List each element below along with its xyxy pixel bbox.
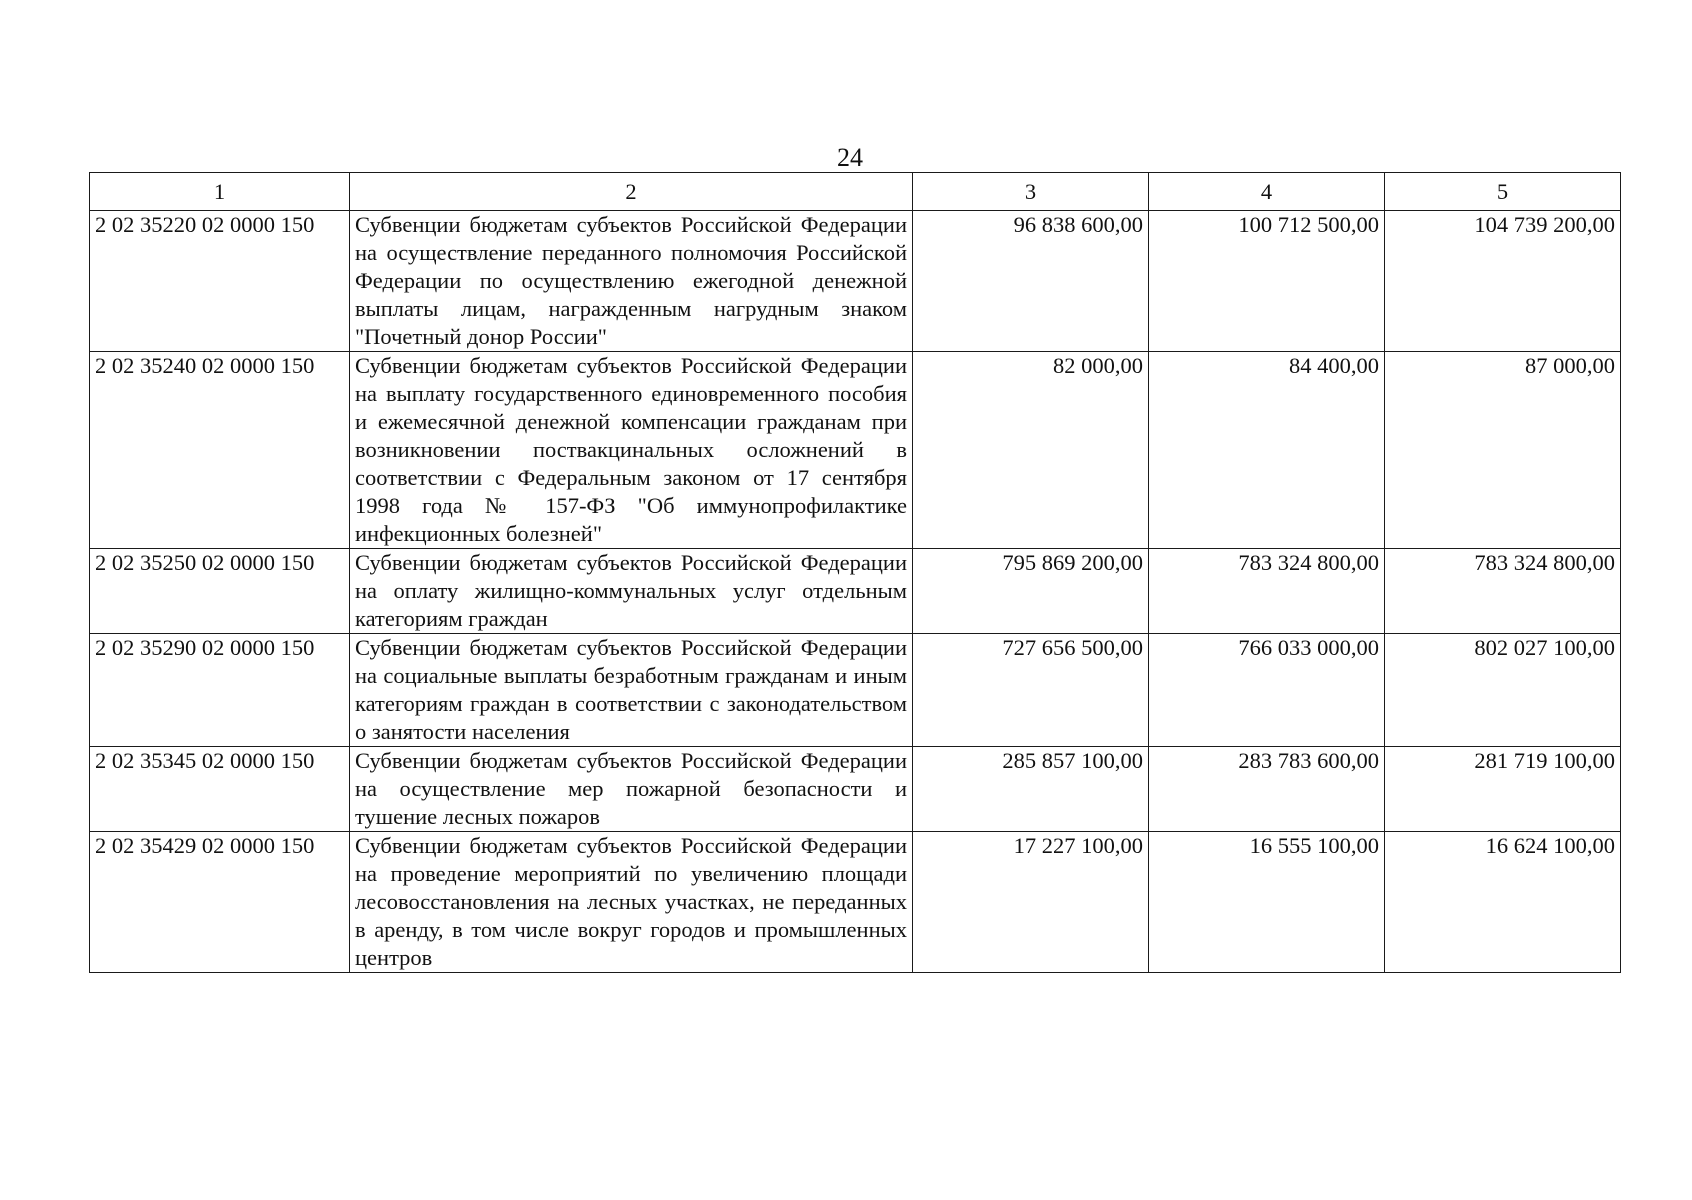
- amount-col5-cell: 281 719 100,00: [1385, 747, 1621, 832]
- column-header-2: 2: [350, 173, 913, 211]
- amount-col3-cell: 285 857 100,00: [913, 747, 1149, 832]
- description-cell: Субвенции бюджетам субъектов Российской Федерации на социальные выплаты безработным гражданам и иным категориям граждан в соответствии с законодательством о занятости населения: [350, 634, 913, 747]
- amount-col3-cell: 96 838 600,00: [913, 211, 1149, 352]
- budget-code-cell: 2 02 35220 02 0000 150: [90, 211, 350, 352]
- amount-col5-cell: 783 324 800,00: [1385, 549, 1621, 634]
- column-header-5: 5: [1385, 173, 1621, 211]
- amount-col3-cell: 795 869 200,00: [913, 549, 1149, 634]
- table-row: [90, 634, 1621, 747]
- amount-col3-cell: 82 000,00: [913, 352, 1149, 549]
- amount-col4-cell: 84 400,00: [1149, 352, 1385, 549]
- table-row: [90, 747, 1621, 832]
- column-header-1: 1: [90, 173, 350, 211]
- amount-col4-cell: 16 555 100,00: [1149, 832, 1385, 973]
- table-row: [90, 832, 1621, 973]
- column-header-4: 4: [1149, 173, 1385, 211]
- budget-code-cell: 2 02 35240 02 0000 150: [90, 352, 350, 549]
- description-cell: Субвенции бюджетам субъектов Российской Федерации на выплату государственного единовременного пособия и ежемесячной денежной компенсации гражданам при возникновении поствакцинальных осложнений в соответствии с Федеральным законом от 17 сентября 1998 года № 157-ФЗ "Об иммунопрофилактике инфекционных болезней": [350, 352, 913, 549]
- table-row: [90, 352, 1621, 549]
- amount-col3-cell: 17 227 100,00: [913, 832, 1149, 973]
- page-number: 24: [837, 143, 863, 172]
- amount-col5-cell: 104 739 200,00: [1385, 211, 1621, 352]
- budget-code-cell: 2 02 35429 02 0000 150: [90, 832, 350, 973]
- amount-col5-cell: 802 027 100,00: [1385, 634, 1621, 747]
- budget-table: [89, 172, 1621, 973]
- description-cell: Субвенции бюджетам субъектов Российской Федерации на оплату жилищно-коммунальных услуг отдельным категориям граждан: [350, 549, 913, 634]
- amount-col5-cell: 16 624 100,00: [1385, 832, 1621, 973]
- amount-col4-cell: 783 324 800,00: [1149, 549, 1385, 634]
- amount-col4-cell: 766 033 000,00: [1149, 634, 1385, 747]
- table-row: [90, 549, 1621, 634]
- amount-col3-cell: 727 656 500,00: [913, 634, 1149, 747]
- table-header-row: [90, 173, 1621, 211]
- amount-col5-cell: 87 000,00: [1385, 352, 1621, 549]
- budget-code-cell: 2 02 35290 02 0000 150: [90, 634, 350, 747]
- column-header-3: 3: [913, 173, 1149, 211]
- description-cell: Субвенции бюджетам субъектов Российской Федерации на осуществление переданного полномочия Российской Федерации по осуществлению ежегодной денежной выплаты лицам, награжденным нагрудным знаком "Почетный донор России": [350, 211, 913, 352]
- table-row: [90, 211, 1621, 352]
- description-cell: Субвенции бюджетам субъектов Российской Федерации на осуществление мер пожарной безопасности и тушение лесных пожаров: [350, 747, 913, 832]
- budget-code-cell: 2 02 35250 02 0000 150: [90, 549, 350, 634]
- amount-col4-cell: 100 712 500,00: [1149, 211, 1385, 352]
- description-cell: Субвенции бюджетам субъектов Российской Федерации на проведение мероприятий по увеличению площади лесовосстановления на лесных участках, не переданных в аренду, в том числе вокруг городов и промышленных центров: [350, 832, 913, 973]
- amount-col4-cell: 283 783 600,00: [1149, 747, 1385, 832]
- budget-code-cell: 2 02 35345 02 0000 150: [90, 747, 350, 832]
